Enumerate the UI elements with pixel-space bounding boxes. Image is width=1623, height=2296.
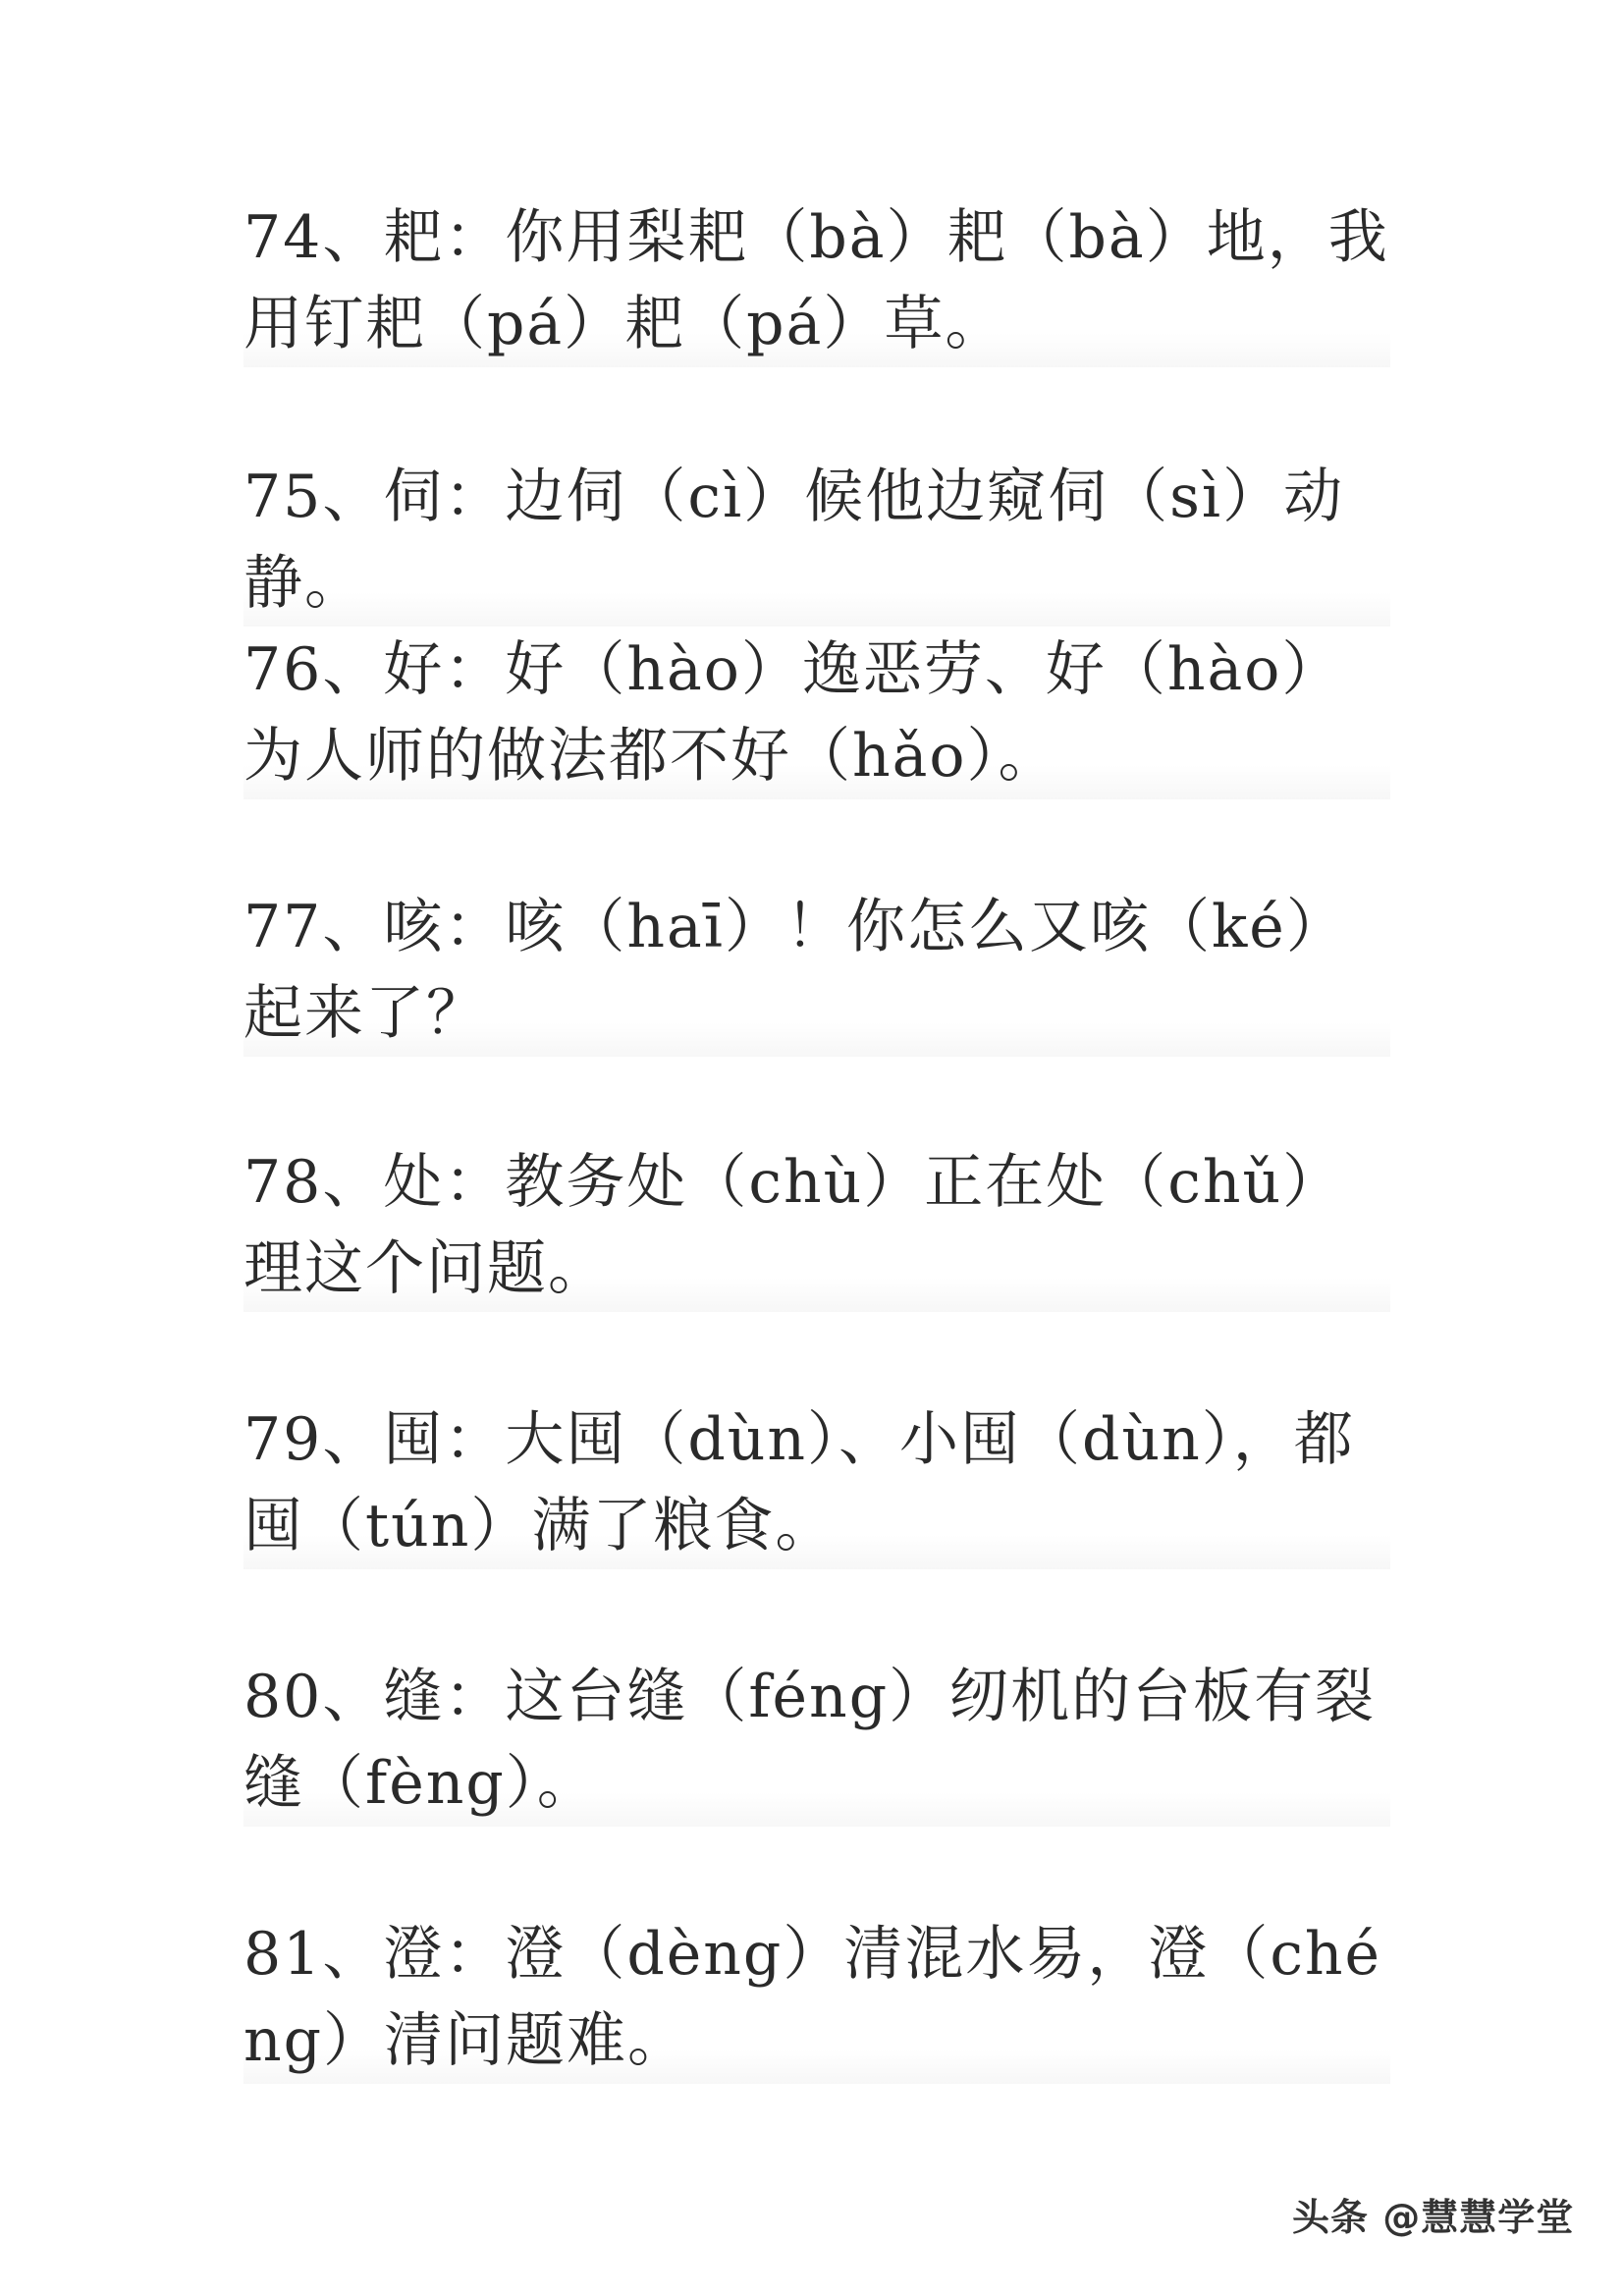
entry-80: 80、缝：这台缝（féng）纫机的台板有裂缝（fèng）。 [243, 1654, 1390, 1827]
watermark: 头条 @慧慧学堂 [1292, 2196, 1575, 2239]
entry-75: 75、伺：边伺（cì）候他边窥伺（sì）动静。 [243, 454, 1390, 627]
entry-77: 77、咳：咳（haī）！你怎么又咳（ké）起来了？ [243, 884, 1390, 1057]
entry-81: 81、澄：澄（dèng）清混水易，澄（chéng）清问题难。 [243, 1911, 1390, 2084]
entry-76: 76、好：好（hào）逸恶劳、好（hào）为人师的做法都不好（hǎo）。 [243, 627, 1390, 799]
entry-74: 74、耙：你用梨耙（bà）耙（bà）地，我用钉耙（pá）耙（pá）草。 [243, 194, 1390, 367]
entry-79: 79、囤：大囤（dùn）、小囤（dùn），都囤（tún）满了粮食。 [243, 1396, 1390, 1569]
entry-78: 78、处：教务处（chù）正在处（chǔ）理这个问题。 [243, 1139, 1390, 1312]
